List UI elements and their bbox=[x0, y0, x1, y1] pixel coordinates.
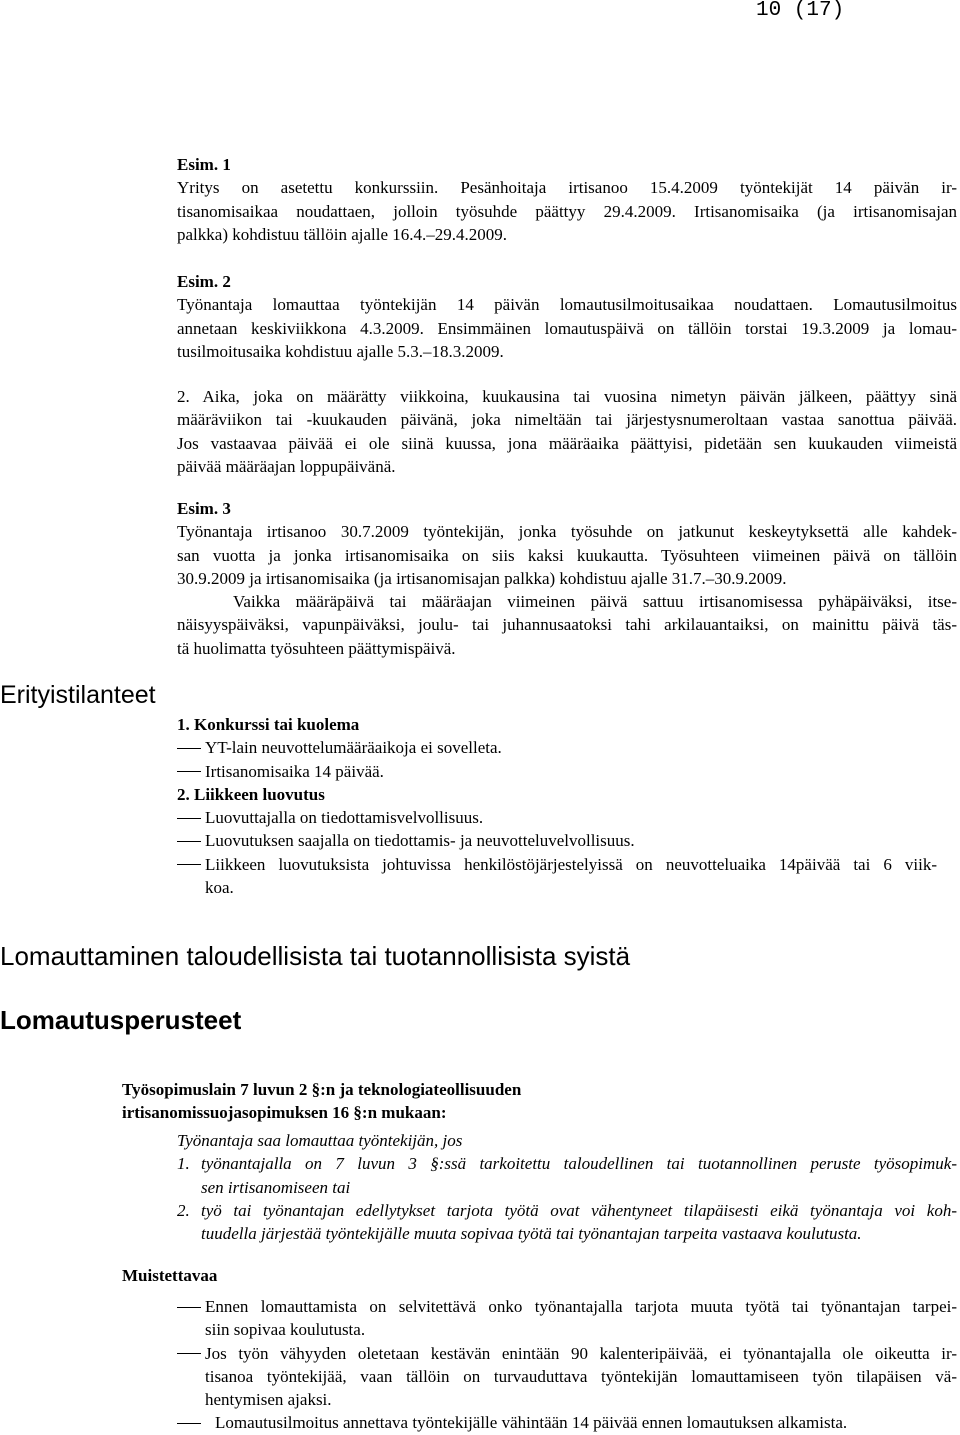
list-item-text: Liikkeen luovutuksista johtuvissa henkilöstöjärjestelyissä on neuvotteluaika 14päivää tai 6 viik- koa. bbox=[205, 854, 937, 898]
margin-heading: Erityistilanteet bbox=[0, 681, 156, 709]
list-item bbox=[177, 760, 957, 783]
example-2-line: annetaan keskiviikkona 4.3.2009. Ensimmäinen lomautuspäivä on tällöin torstai 19.3.2009 ja lomau- bbox=[177, 318, 957, 338]
paragraph-2-line: Jos vastaavaa päivää ei ole siinä kuussa, jona määräaika päättyisi, pidetään sen kuukauden viimeistä bbox=[177, 433, 957, 453]
paragraph-2 bbox=[177, 385, 957, 478]
law-content bbox=[177, 1129, 957, 1245]
example-3-indent-line: tä huolimatta työsuhteen päättymispäivä. bbox=[177, 638, 456, 658]
law-item bbox=[177, 1199, 957, 1246]
example-2-line: Työnantaja lomauttaa työntekijän 14 päivän lomautusilmoitusaikaa noudattaen. Lomautusilmoitus bbox=[177, 295, 957, 315]
subsection-title: Lomautusperusteet bbox=[0, 1005, 242, 1035]
law-heading-line: Työsopimuslain 7 luvun 2 §:n ja teknologiateollisuuden bbox=[122, 1080, 522, 1099]
paragraph-2-line: 2. Aika, joka on määrätty viikkoina, kuukausina tai vuosina nimetyn päivän jälkeen, päättyy sinä bbox=[177, 387, 957, 406]
example-1-line: tisanomisaikaa noudattaen, jolloin työsuhde päättyy 29.4.2009. Irtisanomisaika (ja irtisanomisajan bbox=[177, 201, 957, 221]
example-3-indent-line: Vaikka määräpäivä tai määräajan viimeinen päivä sattuu irtisanomisessa pyhäpäiväksi, itse- bbox=[233, 592, 957, 612]
law-heading bbox=[122, 1078, 942, 1125]
list-item bbox=[177, 853, 937, 900]
dash-bullet bbox=[177, 1353, 201, 1354]
list-item-text: Luovutuksen saajalla on tiedottamis- ja neuvotteluvelvollisuus. bbox=[205, 831, 635, 851]
example-2-line: tusilmoitusaika kohdistuu ajalle 5.3.–18.3.2009. bbox=[177, 341, 504, 361]
example-3-heading: Esim. 3 bbox=[177, 499, 231, 518]
list-item bbox=[177, 829, 957, 852]
muistettavaa-heading: Muistettavaa bbox=[122, 1266, 218, 1285]
dash-bullet bbox=[177, 864, 201, 865]
dash-bullet bbox=[177, 1307, 201, 1308]
dash-bullet bbox=[177, 771, 201, 772]
example-2-heading: Esim. 2 bbox=[177, 272, 231, 291]
special-heading-2: 2. Liikkeen luovutus bbox=[177, 784, 325, 804]
dash-bullet bbox=[177, 841, 201, 842]
dash-bullet bbox=[177, 1423, 201, 1424]
list-item-text: Irtisanomisaika 14 päivää. bbox=[205, 761, 384, 781]
list-item-text: Lomautusilmoitus annettava työntekijälle vähintään 14 päivää ennen lomautuksen alkamista. bbox=[215, 1413, 848, 1433]
muistettavaa-list bbox=[177, 1295, 957, 1435]
list-item-text: Jos työn vähyyden oletetaan kestävän enintään 90 kalenteripäivää, ei työnantajalla ole oikeutta ir- tisanoa työntekijää, vaan tällöin on turvauduttava työntekijän lomauttamiseen työn tilapäisen vä- hentymisen ajaksi. bbox=[205, 1343, 957, 1410]
list-item bbox=[177, 806, 957, 829]
list-item-text: Luovuttajalla on tiedottamisvelvollisuus. bbox=[205, 808, 484, 828]
list-item bbox=[177, 736, 957, 759]
law-item-number: 2. bbox=[177, 1200, 190, 1220]
section-title: Lomauttaminen taloudellisista tai tuotannollisista syistä bbox=[0, 941, 631, 971]
law-intro: Työnantaja saa lomauttaa työntekijän, jos bbox=[177, 1131, 463, 1150]
example-3 bbox=[177, 497, 957, 660]
list-item bbox=[177, 1295, 957, 1342]
list-item-text: YT-lain neuvottelumääräaikoja ei sovelleta. bbox=[205, 738, 502, 758]
paragraph-2-line: määräviikon tai -kuukauden päivänä, joka nimeltään tai järjestysnumeroltaan vastaa sanottua päivää. bbox=[177, 410, 957, 430]
list-item bbox=[177, 1342, 957, 1412]
dash-bullet bbox=[177, 748, 201, 749]
example-3-line: san vuotta ja jonka irtisanomisaika on siis kaksi kuukautta. Työsuhteen viimeinen päivä on tällöin bbox=[177, 545, 957, 565]
list-item-text: Ennen lomauttamista on selvitettävä onko työnantajalla tarjota muuta työtä tai työnantajan tarpei- siin sopivaa koulutusta. bbox=[205, 1297, 957, 1340]
special-cases bbox=[177, 713, 957, 899]
example-1-line: palkka) kohdistuu tällöin ajalle 16.4.–29.4.2009. bbox=[177, 224, 508, 244]
dash-bullet bbox=[177, 818, 201, 819]
example-3-line: 30.9.2009 ja irtisanomisaika (ja irtisanomisajan palkka) kohdistuu ajalle 31.7.–30.9.2009. bbox=[177, 568, 787, 588]
law-item bbox=[177, 1152, 957, 1199]
paragraph-2-line: päivää määräajan loppupäivänä. bbox=[177, 456, 396, 476]
example-1-heading: Esim. 1 bbox=[177, 155, 231, 174]
example-2 bbox=[177, 270, 957, 363]
special-heading-1: 1. Konkurssi tai kuolema bbox=[177, 715, 360, 734]
list-item bbox=[177, 1411, 957, 1434]
law-heading-line: irtisanomissuojasopimuksen 16 §:n mukaan: bbox=[122, 1103, 447, 1123]
page-number: 10 (17) bbox=[756, 0, 845, 22]
example-1-line: Yritys on asetettu konkurssiin. Pesänhoitaja irtisanoo 15.4.2009 työntekijät 14 päivän ir- bbox=[177, 178, 957, 198]
example-1 bbox=[177, 153, 957, 246]
law-item-text: työnantajalla on 7 luvun 3 §:ssä tarkoitettu taloudellinen tai tuotannollinen peruste työsopimuk- sen irtisanomiseen tai bbox=[201, 1154, 957, 1197]
law-item-number: 1. bbox=[177, 1154, 190, 1174]
law-item-text: työ tai työnantajan edellytykset tarjota työtä ovat vähentyneet tilapäisesti eikä työnantaja voi koh- tuudella järjestää työntekijälle muuta sopivaa työtä tai työnantajan tarpeita vastaava koulutusta. bbox=[201, 1200, 957, 1244]
example-3-indent-line: näisyyspäiväksi, vapunpäiväksi, joulu- tai juhannusaatoksi tahi arkilauantaiksi, on mainittu päivä täs- bbox=[177, 615, 957, 635]
example-3-line: Työnantaja irtisanoo 30.7.2009 työntekijän, jonka työsuhde on jatkunut keskeytyksettä alle kahdek- bbox=[177, 522, 957, 542]
